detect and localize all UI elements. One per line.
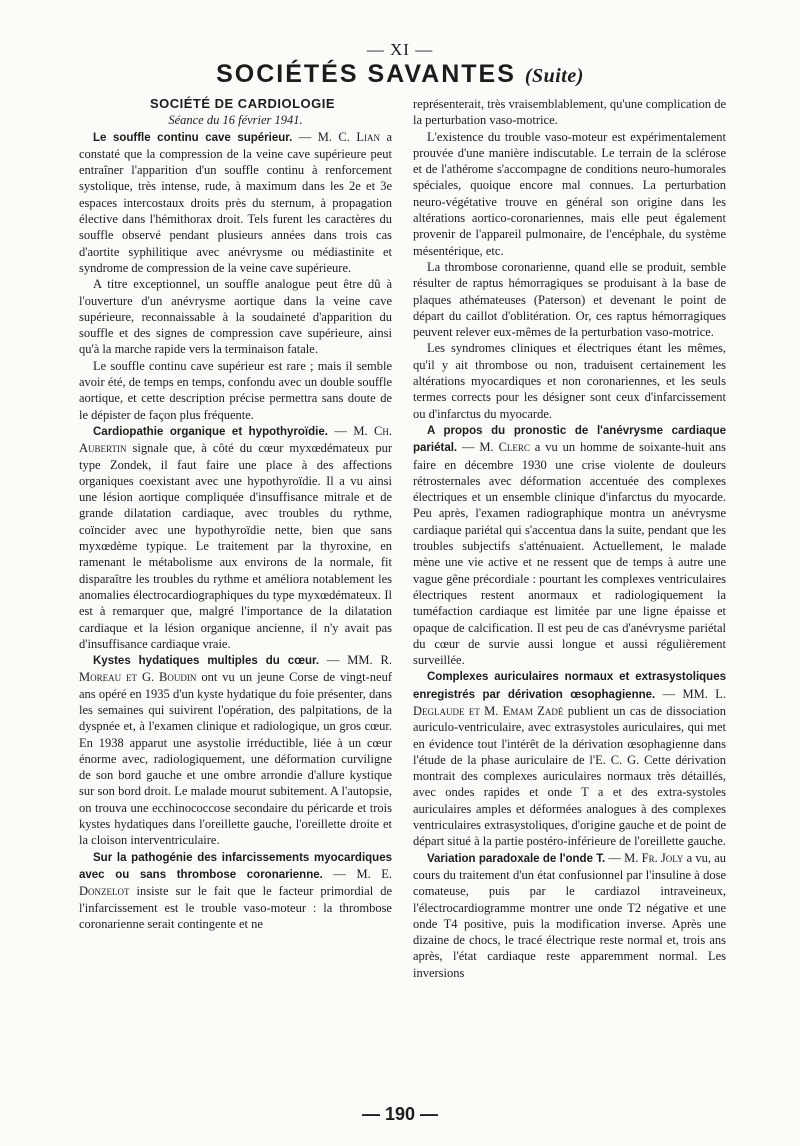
paragraph-onde-t: Variation paradoxale de l'onde T. — M. Fr. Joly a vu, au cours du traitement d'un état confusionnel par l'insuline à dose comateuse, puis par le cardiazol intraveineux, l'électrocardiogramme montrer une onde T2 négative et une onde T4 positive, puis la modification inverse. Après une dizaine de chocs, le tracé électrique reste normal et, trois ans après, l'état cardiaque reste apparemment normal. Les inversions bbox=[413, 850, 726, 980]
article-heading: Kystes hydatiques multiples du cœur. bbox=[93, 655, 320, 668]
article-heading: Variation paradoxale de l'onde T. bbox=[427, 852, 606, 865]
article-text: publient un cas de dissociation auriculo-ventriculaire, avec extrasystoles auriculaires, qui met en évidence tout l'intérêt de la dérivation œsophagienne dans l'étude de la phase auriculaire de l'E. C. G. Cette dérivation montrait des complexes auriculaires normaux très détaillés, avec ondes rapides et onde T a et des extra-systoles auriculaires amples et déformées analogues à des complexes ventriculaires extrasystoliques, d'origine gauche et de point de départ situé à la partie postéro-inférieure de l'oreillette gauche. bbox=[413, 703, 726, 849]
roman-page-marker: — XI — bbox=[366, 40, 434, 59]
page-title bbox=[0, 60, 800, 89]
article-text: insiste sur le fait que le facteur primordial de l'infarcissement est le trouble vaso-moteur : la thrombose coronarienne serait contingente et ne bbox=[79, 884, 392, 931]
paragraph-hypothyroidie: Cardiopathie organique et hypothyroïdie. — M. Ch. Aubertin signale que, à côté du cœur myxœdémateux pur type Zondek, il faut faire une place à des affections organiques coexistant avec une hypothyroïdie. Il a vu ainsi une lésion aortique compliquée d'insuffisance mitrale et de grande dilatation cardiaque, avec troubles du rythme, coïncider avec une hypothyroïdie nette, bien que sans myxœdème typique. Le traitement par la thyroxine, en ramenant le métabolisme aux environs de la normale, fit disparaître les troubles du rythme et améliora notablement les anomalies électrocardiographiques du type myxœdémateux. Il est à remarquer que, malgré l'importance de la dilatation cardiaque et la lésion organique ancienne, il n'y avait pas d'insuffisance cardiaque vraie. bbox=[79, 423, 393, 651]
paragraph: Les syndromes cliniques et électriques étant les mêmes, qu'il y ait thrombose ou non, traduisent certainement les altérations myocardiques et non coronariennes, et les seuls termes corrects pour les désigner sont ceux d'infarcissement ou d'infarctus du myocarde. bbox=[413, 341, 726, 421]
paragraph-continued: représenterait, très vraisemblablement, qu'une complication de la perturbation vaso-motrice. bbox=[413, 97, 726, 128]
paragraph-complexes-auriculaires: Complexes auriculaires normaux et extrasystoliques enregistrés par dérivation œsophagienne. — MM. L. Deglaude et M. Emam Zadé publient un cas de dissociation auriculo-ventriculaire, avec extrasystoles auriculaires, qui met en évidence tout l'intérêt de la dérivation œsophagienne dans l'étude de la phase auriculaire de l'E. C. G. Cette dérivation montrait des complexes auriculaires normaux très détaillés, avec ondes rapides et onde T a et des extra-systoles auriculaires amples et déformées analogues à des complexes ventriculaires extrasystoliques, d'origine gauche et de point de départ situé à la partie postéro-inférieure de l'oreillette gauche. bbox=[413, 671, 727, 849]
paragraph-anevrysme: A propos du pronostic de l'anévrysme cardiaque pariétal. — M. Clerc a vu un homme de soixante-huit ans faire en décembre 1930 une crise violente de douleurs rétrosternales avec déformation accentuée des complexes électriques et un ensemble clinique d'infarctus du myocarde. Peu après, l'examen radiographique montra un anévrysme cardiaque pariétal qui s'accentua dans la suite, pendant que les troubles subjectifs s'atténuaient. Actuellement, le malade mène une vie active et ne ressent que de temps à autre une vague gêne précordiale : pourtant les complexes ventriculaires électriques restent anormaux et radiologiquement la tuméfaction cardiaque est limitée par une ligne épaisse et opaque de calcification. Il est peu de cas d'anévrysme pariétal du cœur de survie aussi longue et aussi régulièrement surveillée. bbox=[413, 424, 726, 668]
article-heading: Complexes auriculaires normaux et extrasystoliques enregistrés par dérivation œsophagienne. bbox=[413, 671, 726, 701]
article-heading: Le souffle continu cave supérieur. bbox=[93, 131, 293, 144]
article-text: ont vu un jeune Corse de vingt-neuf ans opéré en 1935 d'un kyste hydatique du foie présenter, dans les semaines qui suivirent l'opération, des palpitations, de la dyspnée et, à l'examen clinique et radiologique, un gros cœur. En 1938 apparut une asystolie irréductible, liée à un cœur énorme avec, radiologiquement, une déformation curviligne de son bord gauche et une ombre arrondie d'allure kystique sur son bord droit. Le malade mourut subitement. A l'autopsie, on trouva une ecchinococcose secondaire du péricarde et trois kystes hydatiques dans l'oreillette gauche, l'oreillette droite et la cloison interventriculaire. bbox=[79, 670, 393, 848]
article-author: MM. L. Deglaude et M. Emam Zadé bbox=[413, 686, 727, 718]
seance-date: Séance du 16 février 1941. bbox=[168, 113, 303, 128]
title-text: SOCIÉTÉS SAVANTES bbox=[216, 60, 516, 88]
article-author: M. E. Donzelot bbox=[79, 866, 393, 899]
article-author: M. Ch. Aubertin bbox=[79, 423, 393, 456]
paragraph: Le souffle continu cave supérieur est rare ; mais il semble avoir été, de temps en temps, confondu avec un double souffle aortique, et cette description précise permettra sans doute de le dépister de façon plus fréquente. bbox=[79, 358, 392, 422]
article-heading: Cardiopathie organique et hypothyroïdie. bbox=[93, 425, 328, 438]
article-text: a constaté que la compression de la veine cave supérieure peut entraîner l'apparition d'un souffle continu à renforcement systolique, très intense, rude, à maximum dans les 2e et 3e espaces intercostaux droits près du sternum, à propagation élective dans l'hémithorax droit. Tels furent les caractères du souffle observé pendant plusieurs années dans trois cas d'aortite syphilitique avec anévrysme ou médiastinite et syndrome de compression de la veine cave supérieure. bbox=[79, 129, 393, 275]
article-author: MM. R. Moreau et G. Boudin bbox=[79, 653, 392, 685]
paragraph-pathogenie: Sur la pathogénie des infarcissements myocardiques avec ou sans thrombose coronarienne. — M. E. Donzelot insiste sur le fait que le facteur primordial de l'infarcissement est le trouble vaso-moteur : la thrombose coronarienne serait contingente et ne bbox=[79, 851, 393, 931]
article-heading: A propos du pronostic de l'anévrysme cardiaque pariétal. bbox=[413, 424, 726, 455]
article-heading: Sur la pathogénie des infarcissements myocardiques avec ou sans thrombose coronarienne. bbox=[79, 851, 392, 881]
article-author: M. C. Lian bbox=[317, 129, 380, 144]
paragraph-souffle-continu: Le souffle continu cave supérieur. — M. C. Lian a constaté que la compression de la veine cave supérieure peut entraîner l'apparition d'un souffle continu à renforcement systolique, très intense, rude, à maximum dans les 2e et 3e espaces intercostaux droits près du sternum, à propagation élective dans l'hémithorax droit. Tels furent les caractères du souffle observé pendant plusieurs années dans trois cas d'aortite syphilitique avec anévrysme ou médiastinite et syndrome de compression de la veine cave supérieure. bbox=[79, 129, 393, 275]
article-text: a vu, au cours du traitement d'un état confusionnel par l'insuline à dose comateuse, puis par le cardiazol intraveineux, l'électrocardiogramme montrer une onde T2 négative et une onde T4 positive, puis la modification inverse. Après une dizaine de chocs, le tracé électrique reste normal et, trois ans après, l'état cardiaque reste apparemment normal. Les inversions bbox=[413, 850, 726, 980]
paragraph: L'existence du trouble vaso-moteur est expérimentalement prouvée d'une manière indiscutable. Le terrain de la sclérose et de l'athérome s'accompagne de conditions neuro-humorales spéciales, quoique encore mal connues. La perturbation neuro-végétative trouve en général son origine dans les altérations aortico-coronariennes, mais elle peut également provenir de l'appareil pulmonaire, de l'encéphale, du système mésentérique, etc. bbox=[413, 129, 726, 258]
paragraph-kystes-hydatiques: Kystes hydatiques multiples du cœur. — MM. R. Moreau et G. Boudin ont vu un jeune Corse de vingt-neuf ans opéré en 1935 d'un kyste hydatique du foie présenter, dans les semaines qui suivirent l'opération, des palpitations, de la dyspnée et, à l'examen clinique et radiologique, un gros cœur. En 1938 apparut une asystolie irréductible, liée à un cœur énorme avec, radiologiquement, une déformation curviligne de son bord gauche et une ombre arrondie d'allure kystique sur son bord droit. Le malade mourut subitement. A l'autopsie, on trouva une ecchinococcose secondaire du péricarde et trois kystes hydatiques dans l'oreillette gauche, l'oreillette droite et la cloison interventriculaire. bbox=[79, 653, 393, 848]
paragraph: La thrombose coronarienne, quand elle se produit, semble résulter de raptus hémorragiques se produisant à la base de plaques athémateuses (Paterson) et devenant le point de départ du caillot d'oblitération. Or, ces raptus hémorragiques peuvent relever eux-mêmes de la perturbation vaso-motrice. bbox=[413, 259, 726, 340]
article-text: a vu un homme de soixante-huit ans faire en décembre 1930 une crise violente de douleurs rétrosternales avec déformation accentuée des complexes électriques et un ensemble clinique d'infarctus du myocarde. Peu après, l'examen radiographique montra un anévrysme cardiaque pariétal qui s'accentua dans la suite, pendant que les troubles subjectifs s'atténuaient. Actuellement, le malade mène une vie active et ne ressent que de temps à autre une vague gêne précordiale : pourtant les complexes ventriculaires électriques restent anormaux et radiologiquement la tuméfaction cardiaque est limitée par une ligne épaisse et opaque de calcification. Il est peu de cas d'anévrysme pariétal du cœur de survie aussi longue et aussi régulièrement surveillée. bbox=[413, 440, 726, 668]
page-number: — 190 — bbox=[361, 1104, 439, 1124]
article-text: signale que, à côté du cœur myxœdémateux pur type Zondek, il faut faire une place à des affections organiques coexistant avec une hypothyroïdie. Il a vu ainsi une lésion aortique compliquée d'insuffisance mitrale et de grande dilatation cardiaque, avec troubles du rythme, coïncider avec une hypothyroïdie nette, bien que sans myxœdème typique. Le traitement par la thyroxine, en ramenant le métabolisme aux environs de la normale, fit disparaître les troubles du rythme et améliora notablement les anomalies électrocardiographiques du type myxœdémateux. Il est à remarquer que, malgré l'importance de la dilatation cardiaque et la lésion organique ancienne, il n'y avait pas d'insuffisance cardiaque vraie. bbox=[79, 441, 392, 651]
section-title: SOCIÉTÉ DE CARDIOLOGIE bbox=[149, 96, 336, 111]
title-suite: (Suite) bbox=[524, 65, 584, 87]
article-author: M. Clerc bbox=[479, 440, 530, 455]
right-column bbox=[413, 96, 726, 981]
article-author: M. Fr. Joly bbox=[624, 850, 684, 865]
left-column bbox=[79, 96, 392, 932]
paragraph: A titre exceptionnel, un souffle analogue peut être dû à l'ouverture d'un anévrysme aortique dans la veine cave supérieure, reconnaissable à la soudaineté d'apparition du souffle et des signes de compression cave supérieure, ainsi qu'à la marche rapide vers la terminaison fatale. bbox=[79, 277, 392, 357]
